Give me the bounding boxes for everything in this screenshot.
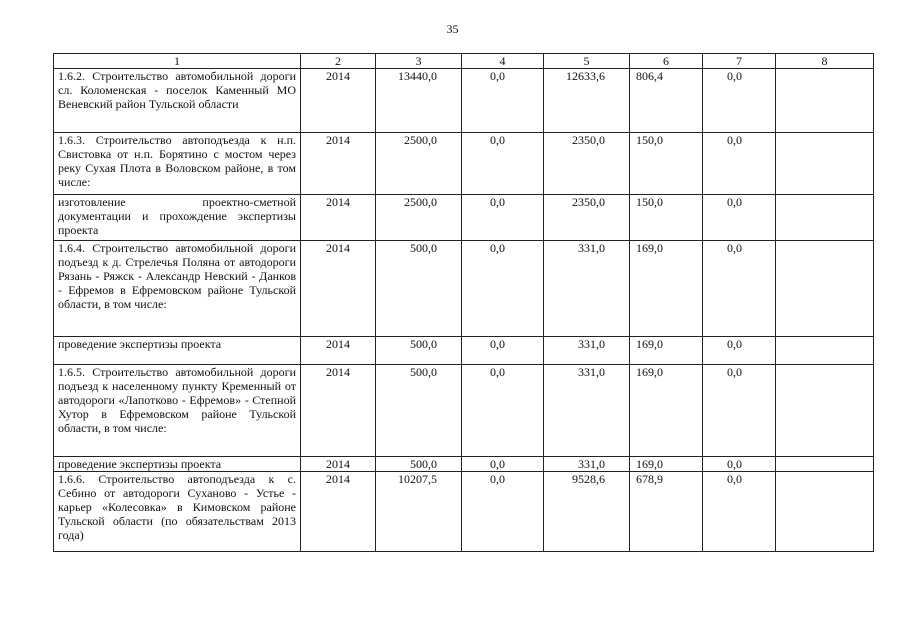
row-description: 1.6.3. Строительство автоподъезда к н.п. Свистовка от н.п. Борятино с мостом через реку Сухая Плота в Воловском районе, в том числе: <box>54 133 301 195</box>
total-cell: 500,0 <box>376 337 462 365</box>
col7-cell: 0,0 <box>703 241 776 337</box>
header-cell: 7 <box>703 54 776 69</box>
table-row <box>54 195 874 241</box>
table-row <box>54 457 874 472</box>
col8-cell <box>776 241 874 337</box>
col6-cell: 806,4 <box>630 69 703 133</box>
col4-cell: 0,0 <box>462 472 544 552</box>
row-description: 1.6.4. Строительство автомобильной дороги подъезд к д. Стрелечья Поляна от автодороги Рязань - Ряжск - Александр Невский - Данков - Ефремов в Ефремовском районе Тульской области, в том числе: <box>54 241 301 337</box>
row-description: 1.6.5. Строительство автомобильной дороги подъезд к населенному пункту Кременный от автодороги «Лапотково - Ефремов» - Степной Хутор в Ефремовском районе Тульской области, в том числе: <box>54 365 301 457</box>
table-row <box>54 133 874 195</box>
header-row <box>54 54 874 69</box>
header-cell: 2 <box>301 54 376 69</box>
table-row <box>54 69 874 133</box>
col8-cell <box>776 133 874 195</box>
row-description: изготовление проектно-сметной документации и прохождение экспертизы проекта <box>54 195 301 241</box>
col8-cell <box>776 195 874 241</box>
total-cell: 500,0 <box>376 241 462 337</box>
page-number: 35 <box>446 22 459 36</box>
total-cell: 2500,0 <box>376 195 462 241</box>
col8-cell <box>776 365 874 457</box>
header-cell: 6 <box>630 54 703 69</box>
total-cell: 13440,0 <box>376 69 462 133</box>
header-cell: 5 <box>544 54 630 69</box>
header-cell: 3 <box>376 54 462 69</box>
table-row <box>54 337 874 365</box>
row-description: проведение экспертизы проекта <box>54 457 301 472</box>
col4-cell: 0,0 <box>462 241 544 337</box>
col8-cell <box>776 472 874 552</box>
year-cell: 2014 <box>301 365 376 457</box>
col4-cell: 0,0 <box>462 337 544 365</box>
col8-cell <box>776 69 874 133</box>
header-cell: 4 <box>462 54 544 69</box>
col5-cell: 2350,0 <box>544 133 630 195</box>
col7-cell: 0,0 <box>703 365 776 457</box>
table-row <box>54 365 874 457</box>
col5-cell: 331,0 <box>544 365 630 457</box>
row-description: проведение экспертизы проекта <box>54 337 301 365</box>
col6-cell: 169,0 <box>630 241 703 337</box>
budget-table <box>53 53 874 552</box>
year-cell: 2014 <box>301 69 376 133</box>
total-cell: 2500,0 <box>376 133 462 195</box>
col8-cell <box>776 457 874 472</box>
col8-cell <box>776 337 874 365</box>
col7-cell: 0,0 <box>703 69 776 133</box>
total-cell: 10207,5 <box>376 472 462 552</box>
year-cell: 2014 <box>301 337 376 365</box>
col7-cell: 0,0 <box>703 472 776 552</box>
total-cell: 500,0 <box>376 457 462 472</box>
col7-cell: 0,0 <box>703 195 776 241</box>
col5-cell: 331,0 <box>544 457 630 472</box>
col7-cell: 0,0 <box>703 457 776 472</box>
year-cell: 2014 <box>301 241 376 337</box>
table-row <box>54 241 874 337</box>
col6-cell: 169,0 <box>630 365 703 457</box>
col4-cell: 0,0 <box>462 69 544 133</box>
col6-cell: 169,0 <box>630 337 703 365</box>
col6-cell: 169,0 <box>630 457 703 472</box>
table-row <box>54 472 874 552</box>
header-cell: 8 <box>776 54 874 69</box>
col4-cell: 0,0 <box>462 195 544 241</box>
year-cell: 2014 <box>301 457 376 472</box>
year-cell: 2014 <box>301 133 376 195</box>
col5-cell: 331,0 <box>544 337 630 365</box>
year-cell: 2014 <box>301 195 376 241</box>
year-cell: 2014 <box>301 472 376 552</box>
total-cell: 500,0 <box>376 365 462 457</box>
row-description: 1.6.2. Строительство автомобильной дороги сл. Коломенская - поселок Каменный МО Веневский район Тульской области <box>54 69 301 133</box>
col4-cell: 0,0 <box>462 365 544 457</box>
col6-cell: 678,9 <box>630 472 703 552</box>
col5-cell: 12633,6 <box>544 69 630 133</box>
col6-cell: 150,0 <box>630 195 703 241</box>
header-cell: 1 <box>54 54 301 69</box>
col7-cell: 0,0 <box>703 133 776 195</box>
col5-cell: 331,0 <box>544 241 630 337</box>
col7-cell: 0,0 <box>703 337 776 365</box>
col5-cell: 2350,0 <box>544 195 630 241</box>
col4-cell: 0,0 <box>462 133 544 195</box>
col6-cell: 150,0 <box>630 133 703 195</box>
col5-cell: 9528,6 <box>544 472 630 552</box>
col4-cell: 0,0 <box>462 457 544 472</box>
row-description: 1.6.6. Строительство автоподъезда к с. Себино от автодороги Суханово - Устье - карьер «Колесовка» в Кимовском районе Тульской области (по обязательствам 2013 года) <box>54 472 301 552</box>
